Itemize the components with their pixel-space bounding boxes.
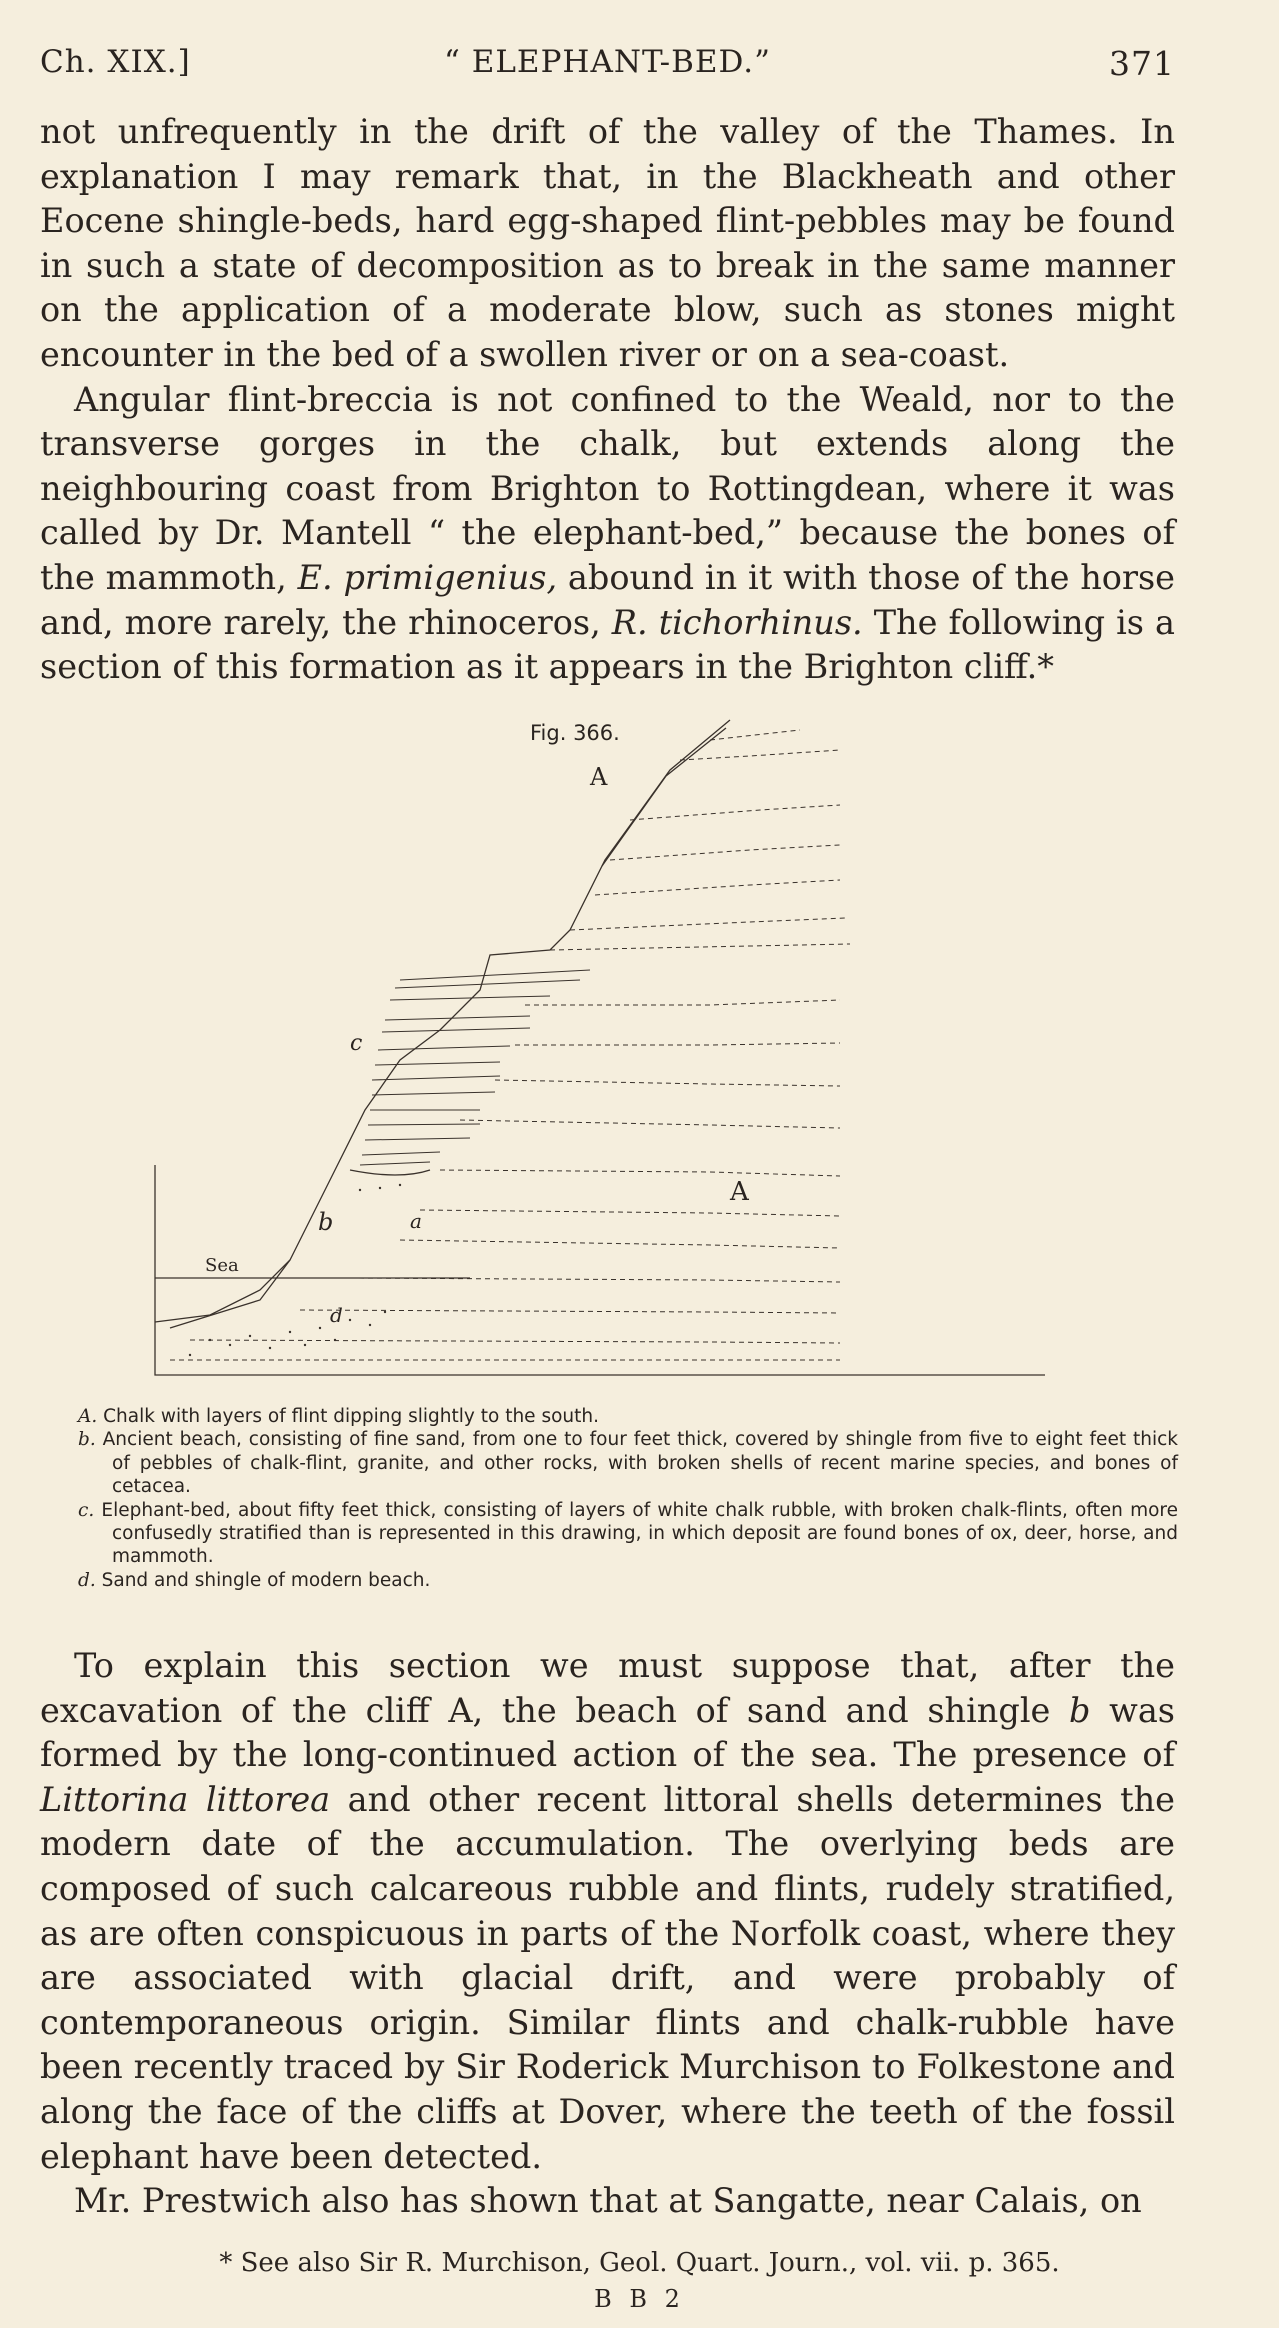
label-a-upper: A	[590, 763, 608, 791]
species-name: Littorina littorea	[40, 1779, 331, 1819]
signature-mark: B B 2	[594, 2285, 685, 2313]
paragraph-flint-breccia: Angular flint-breccia is not confined to the Weald, nor to the transverse gorges in the chalk, but extends along the neighbouring coast from Brighton to Rottingdean, where it was called by Dr. Mantell “ the elephant-bed,” because the bones of the mammoth, E. primigenius, abound in it with those of the horse and, more rarely, the rhinoceros, R. tichorhinus. The following is a section of this formation as it appears in the Brighton cliff.*	[40, 379, 1176, 687]
running-title: “ ELEPHANT-BED.”	[444, 44, 771, 80]
label-c: c	[350, 1031, 363, 1056]
paragraph-explanation: To explain this section we must suppose that, after the excavation of the cliff A, the beach of sand and shingle b was formed by the long-continued action of the sea. The presence of Littorina littorea and other recent littoral shells determines the modern date of the accumulation. The overlying beds are composed of such calcareous rubble and flints, rudely stratified, as are often conspicuous in parts of the Norfolk coast, where they are associated with glacial drift, and were probably of contemporaneous origin. Similar flints and chalk-rubble have been recently traced by Sir Roderick Murchison to Folkestone and along the face of the cliffs at Dover, where the teeth of the fossil elephant have been detected.	[40, 1646, 1176, 2176]
label-sea: Sea	[205, 1255, 239, 1276]
legend-item-b: b. Ancient beach, consisting of fine sand, from one to four feet thick, covered by shingle from five to eight feet thick of pebbles of chalk-flint, granite, and other rocks, with broken shells of recent marine species, and bones of cetacea.	[78, 1429, 1178, 1498]
label-d: d	[330, 1303, 343, 1327]
label-a-lower: a	[410, 1209, 422, 1233]
legend-item-c: c. Elephant-bed, about fifty feet thick, consisting of layers of white chalk rubble, with broken chalk-flints, often more confusedly stratified than is represented in this drawing, in which deposit are found bones of ox, deer, horse, and mammoth.	[78, 1499, 1178, 1568]
footnote: * See also Sir R. Murchison, Geol. Quart. Journ., vol. vii. p. 365.	[219, 2248, 1060, 2278]
cliff-section-figure	[150, 700, 1050, 1390]
cliff-profile	[155, 720, 730, 1322]
label-b: b	[318, 1208, 334, 1236]
text-block-bottom	[40, 1644, 1175, 2224]
running-header	[40, 44, 1175, 90]
cliff-section-drawing	[150, 700, 1050, 1390]
species-name: R. tichorhinus.	[611, 602, 863, 642]
legend-item-d: d. Sand and shingle of modern beach.	[78, 1569, 431, 1591]
paragraph-prestwich: Mr. Prestwich also has shown that at Sangatte, near Calais, on	[74, 2181, 1142, 2221]
page-number: 371	[1109, 44, 1175, 83]
paragraph-continuation: not unfrequently in the drift of the valley of the Thames. In explanation I may remark that, in the Blackheath and other Eocene shingle-beds, hard egg-shaped flint-pebbles may be found in such a state of decomposition as to break in the same manner on the application of a moderate blow, such as stones might encounter in the bed of a swollen river or on a sea-coast.	[40, 112, 1175, 374]
species-name: E. primigenius,	[297, 557, 558, 597]
chapter-reference: Ch. XIX.]	[40, 44, 191, 80]
text-block-top	[40, 110, 1175, 690]
chalk-flint-layers	[170, 730, 850, 1360]
figure-frame	[155, 1165, 1045, 1375]
figure-number: Fig. 366.	[530, 721, 620, 745]
figure-legend	[78, 1405, 1178, 1592]
label-a-main: A	[730, 1177, 749, 1207]
legend-item-a: A. Chalk with layers of flint dipping slightly to the south.	[78, 1406, 599, 1427]
